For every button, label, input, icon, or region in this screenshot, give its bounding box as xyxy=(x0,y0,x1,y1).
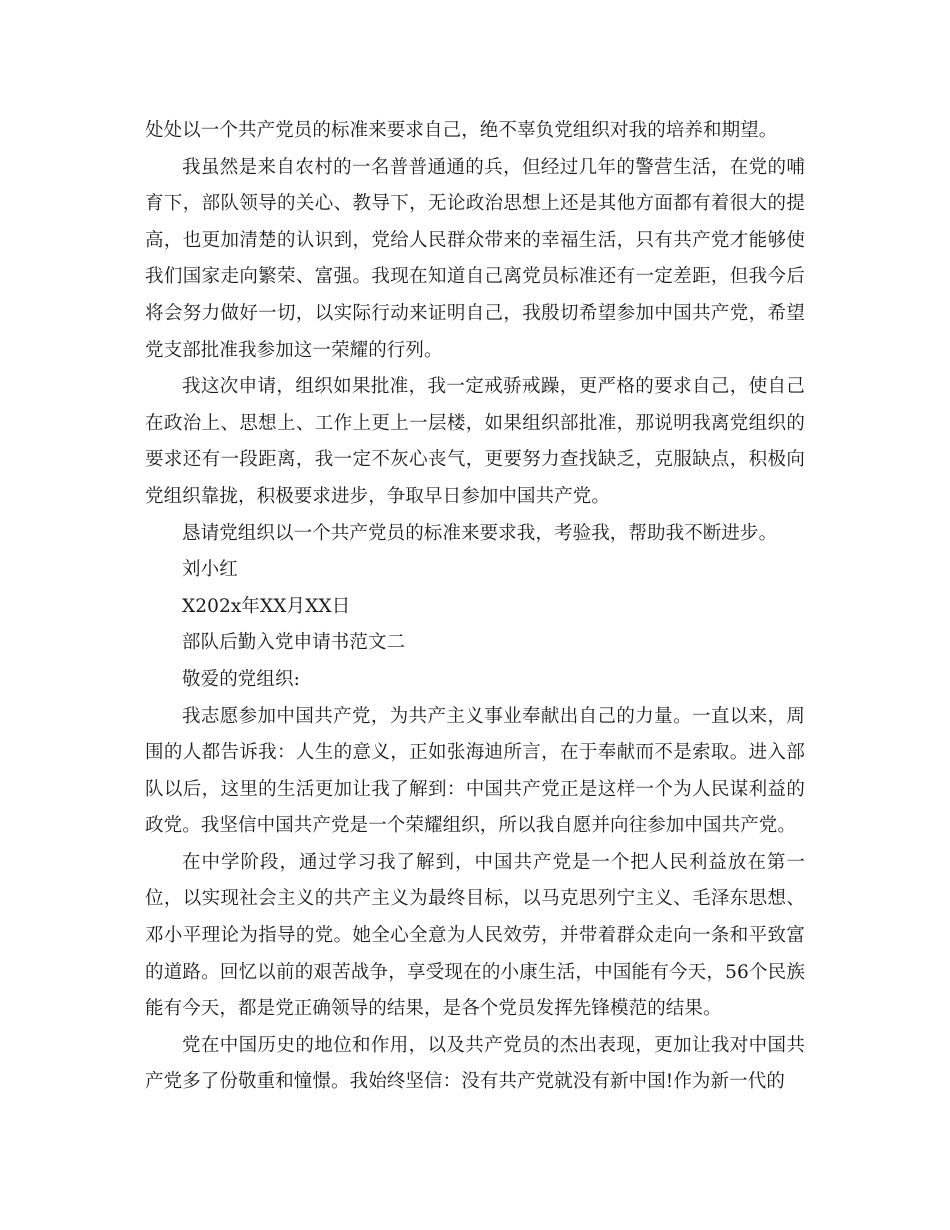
signature-date: X202x年XX月XX日 xyxy=(182,595,351,617)
paragraph-commitment: 我这次申请，组织如果批准，我一定戒骄戒躁，更严格的要求自己，使自己在政治上、思想上、工作上更上一层楼，如果组织部批准，那说明我离党组织的要求还有一段距离，我一定不灰心丧气，更要努力查找缺乏，克服缺点，积极向党组织靠拢，积极要求进步，争取早日参加中国共产党。 xyxy=(145,376,805,507)
paragraph-background: 我虽然是来自农村的一名普普通通的兵，但经过几年的警营生活，在党的哺育下，部队领导的关心、教导下，无论政治思想上还是其他方面都有着很大的提高，也更加清楚的认识到，党给人民群众带来的幸福生活，只有共产党才能够使我们国家走向繁荣、富强。我现在知道自己离党员标准还有一定差距，但我今后将会努力做好一切，以实际行动来证明自己，我殷切希望参加中国共产党，希望党支部批准我参加这一荣耀的行列。 xyxy=(145,156,805,361)
signature-name: 刘小红 xyxy=(182,559,238,581)
salutation: 敬爱的党组织: xyxy=(182,668,300,690)
section-title: 部队后勤入党申请书范文二 xyxy=(182,632,406,654)
paragraph-history: 党在中国历史的地位和作用，以及共产党员的杰出表现，更加让我对中国共产党多了份敬重和憧憬。我始终坚信：没有共产党就没有新中国!作为新一代的 xyxy=(145,1034,805,1093)
paragraph-continued: 处处以一个共产党员的标准来要求自己，绝不辜负党组织对我的培养和期望。 xyxy=(145,120,778,141)
paragraph-understanding: 在中学阶段，通过学习我了解到，中国共产党是一个把人民利益放在第一位，以实现社会主义的共产主义为最终目标，以马克思列宁主义、毛泽东思想、邓小平理论为指导的党。她全心全意为人民效劳，并带着群众走向一条和平致富的道路。回忆以前的艰苦战争，享受现在的小康生活，中国能有今天，56个民族能有今天，都是党正确领导的结果，是各个党员发挥先锋模范的结果。 xyxy=(145,851,805,1020)
document-page xyxy=(145,113,805,1101)
paragraph-request: 恳请党组织以一个共产党员的标准来要求我，考验我，帮助我不断进步。 xyxy=(182,522,778,544)
paragraph-intro: 我志愿参加中国共产党，为共产主义事业奉献出自己的力量。一直以来，周围的人都告诉我：人生的意义，正如张海迪所言，在于奉献而不是索取。进入部队以后，这里的生活更加让我了解到：中国共产党正是这样一个为人民谋利益的政党。我坚信中国共产党是一个荣耀组织，所以我自愿并向往参加中国共产党。 xyxy=(145,705,805,837)
